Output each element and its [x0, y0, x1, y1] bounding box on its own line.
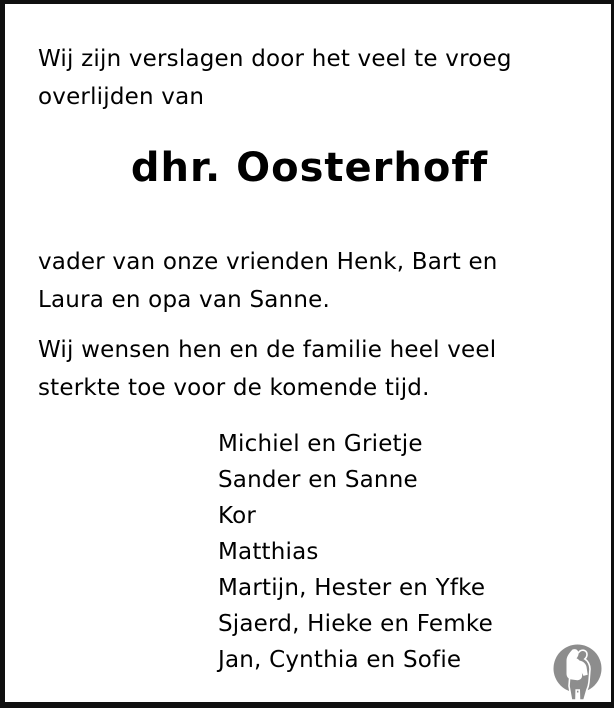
- intro-text: [38, 40, 581, 116]
- signature-line: Matthias: [218, 539, 319, 565]
- deceased-name: dhr. Oosterhoff: [130, 145, 489, 191]
- relation-line-2: Laura en opa van Sanne.: [38, 287, 330, 313]
- condolence-line-2: sterkte toe voor de komende tijd.: [38, 375, 430, 401]
- condolence-line-1: Wij wensen hen en de familie heel veel: [38, 337, 497, 363]
- signature-line: Sander en Sanne: [218, 467, 418, 493]
- intro-line-2: overlijden van: [38, 84, 205, 110]
- intro-line-1: Wij zijn verslagen door het veel te vroeg: [38, 46, 512, 72]
- signature-line: Martijn, Hester en Yfke: [218, 575, 486, 601]
- condolence-text: [38, 331, 581, 407]
- signatures-list: [218, 426, 581, 678]
- relation-line-1: vader van onze vrienden Henk, Bart en: [38, 249, 498, 275]
- signature-line: Sjaerd, Hieke en Femke: [218, 611, 493, 637]
- signature-line: Michiel en Grietje: [218, 431, 423, 457]
- relation-text: [38, 243, 581, 319]
- memorial-embrace-logo-icon: [553, 644, 603, 704]
- obituary-content: [5, 4, 611, 678]
- signature-line: Jan, Cynthia en Sofie: [218, 647, 462, 673]
- signature-line: Kor: [218, 503, 257, 529]
